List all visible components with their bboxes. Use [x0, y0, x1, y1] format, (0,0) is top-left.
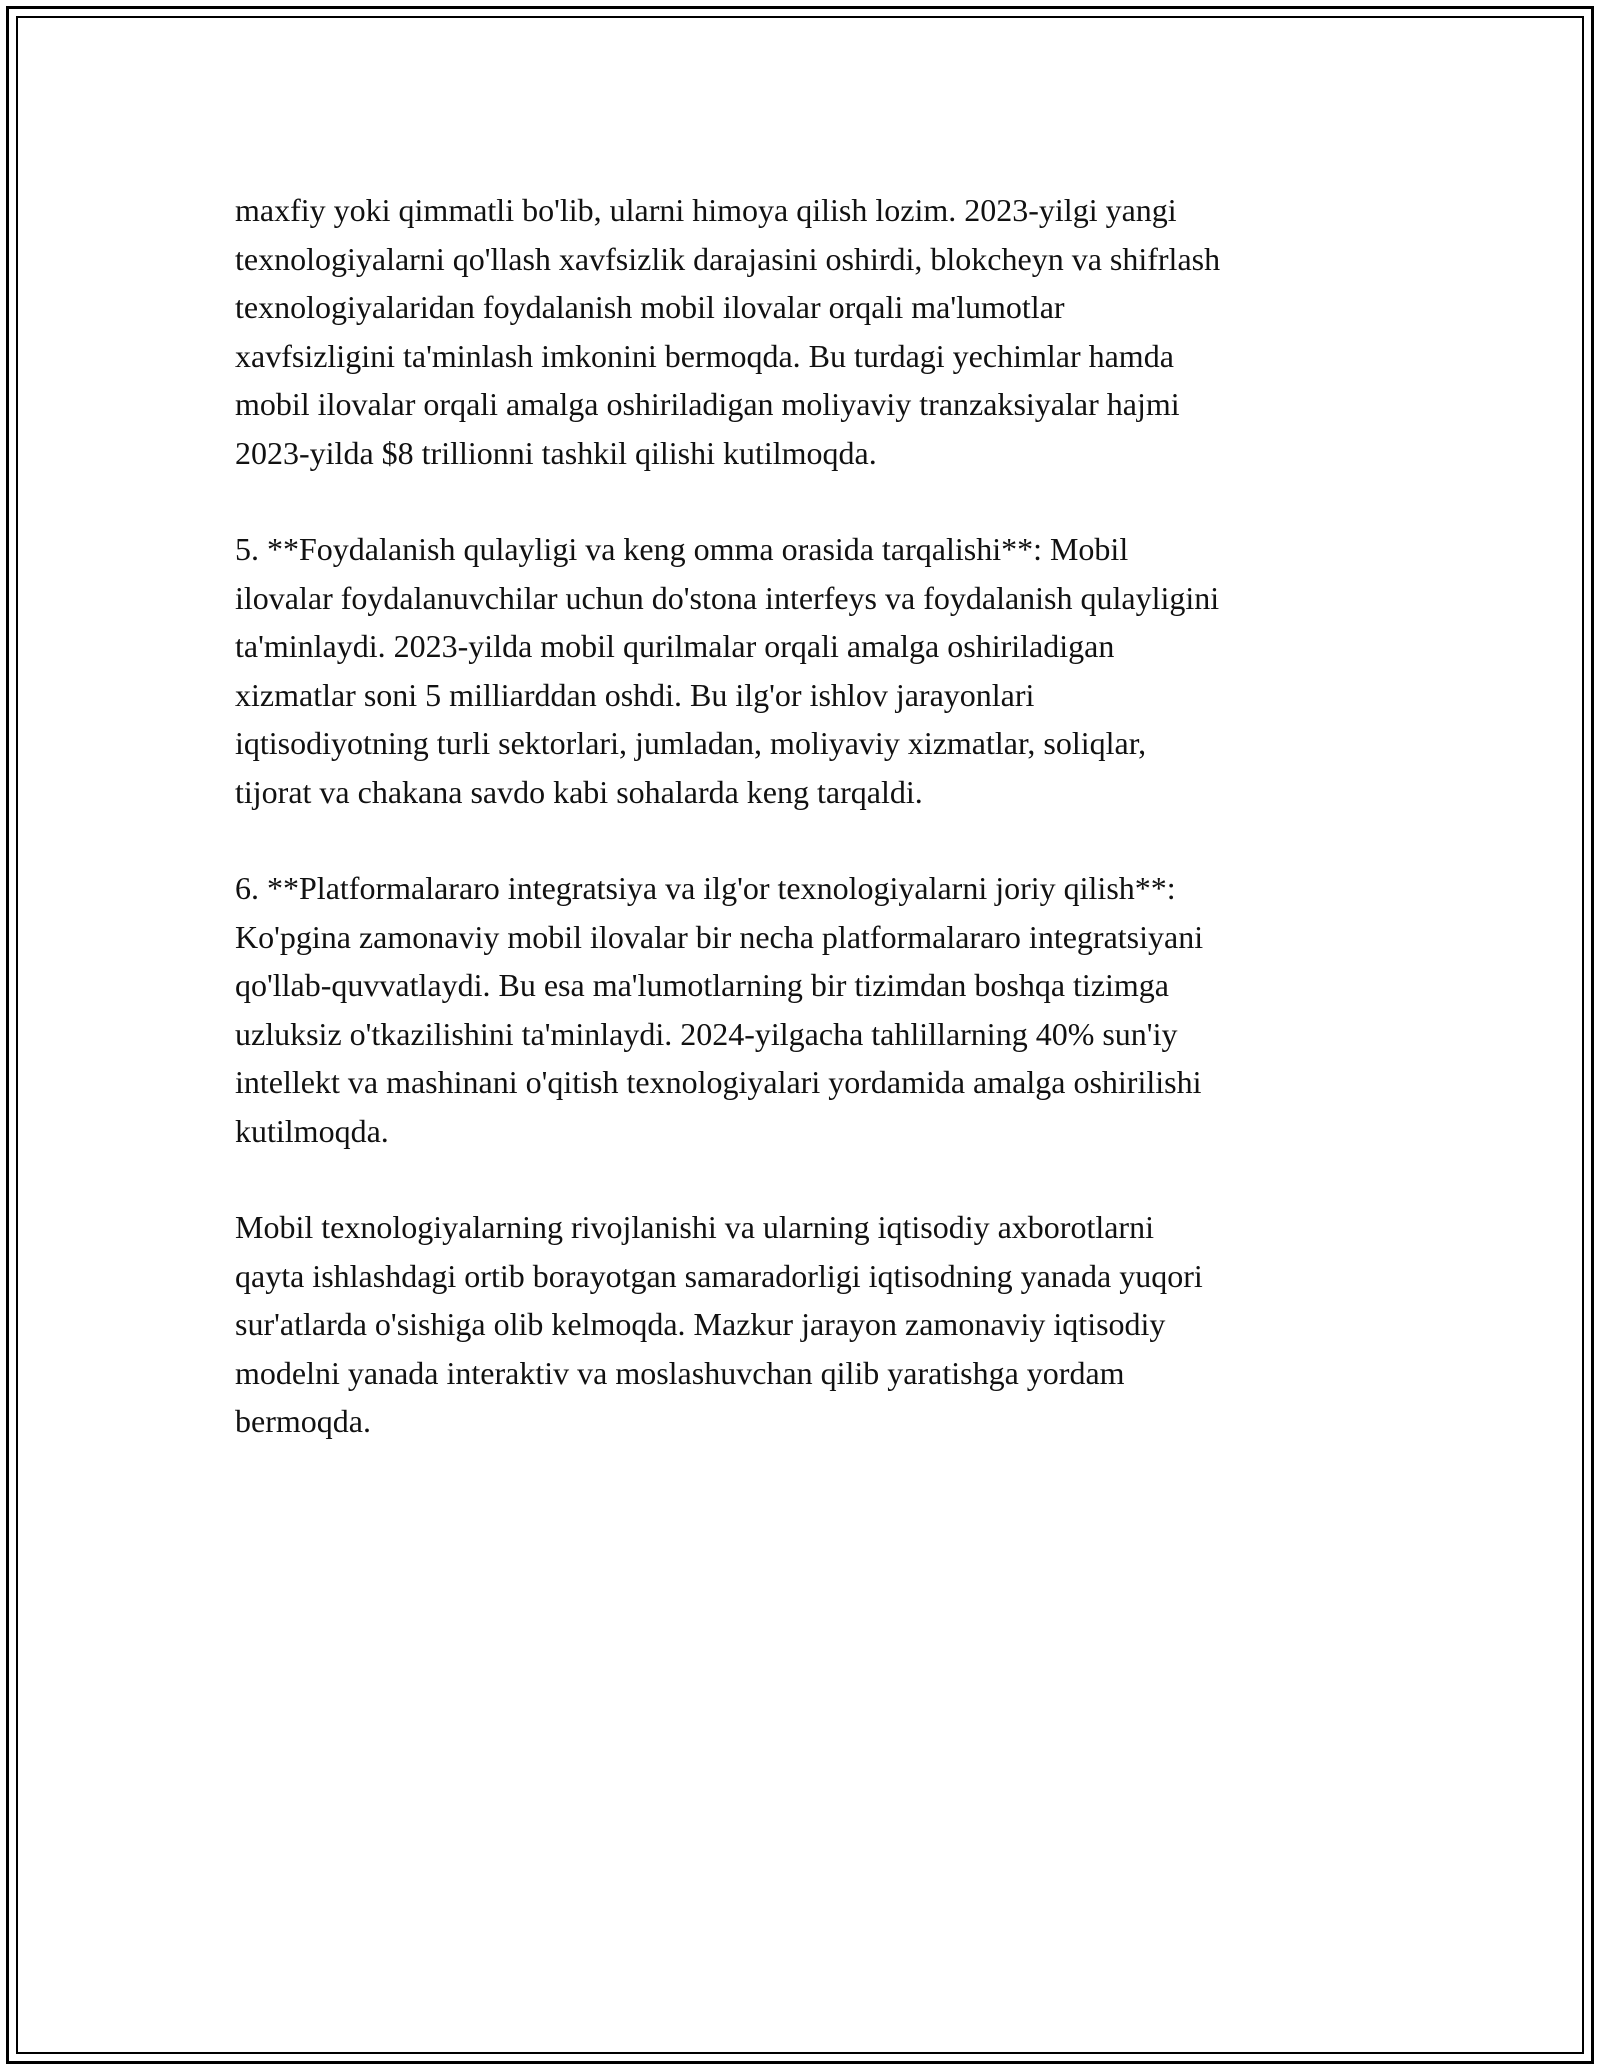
text-line: texnologiyalarni qo'llash xavfsizlik darajasini oshirdi, blokcheyn va shifrlash [235, 240, 1221, 277]
text-line: 5. **Foydalanish qulayligi va keng omma orasida tarqalishi**: Mobil [235, 531, 1129, 567]
text-line: maxfiy yoki qimmatli bo'lib, ularni himoya qilish lozim. 2023-yilgi yangi [235, 192, 1177, 228]
text-line: intellekt va mashinani o'qitish texnologiyalari yordamida amalga oshirilishi [235, 1064, 1202, 1100]
text-line: bermoqda. [235, 1403, 371, 1439]
text-line: Mobil texnologiyalarning rivojlanishi va ularning iqtisodiy axborotlarni [235, 1209, 1154, 1245]
paragraph-item-5 [235, 525, 1385, 816]
text-line: ta'minlaydi. 2023-yilda mobil qurilmalar orqali amalga oshiriladigan [235, 628, 1115, 664]
text-line: iqtisodiyotning turli sektorlari, jumladan, moliyaviy xizmatlar, soliqlar, [235, 725, 1147, 761]
text-line: sur'atlarda o'sishiga olib kelmoqda. Mazkur jarayon zamonaviy iqtisodiy [235, 1306, 1166, 1342]
paragraph-security [235, 186, 1385, 477]
paragraph-item-6 [235, 864, 1385, 1155]
text-line: kutilmoqda. [235, 1112, 389, 1149]
paragraph-conclusion [235, 1203, 1385, 1446]
text-line: Ko'pgina zamonaviy mobil ilovalar bir necha platformalararo integratsiyani [235, 918, 1204, 955]
text-line: 2023-yilda $8 trillionni tashkil qilishi kutilmoqda. [235, 434, 877, 471]
text-line: texnologiyalaridan foydalanish mobil ilovalar orqali ma'lumotlar [235, 289, 1065, 325]
text-line: 6. **Platformalararo integratsiya va ilg'or texnologiyalarni joriy qilish**: [235, 870, 1176, 906]
text-line: xavfsizligini ta'minlash imkonini bermoqda. Bu turdagi yechimlar hamda [235, 337, 1174, 374]
text-line: mobil ilovalar orqali amalga oshiriladigan moliyaviy tranzaksiyalar hajmi [235, 386, 1180, 422]
text-line: uzluksiz o'tkazilishini ta'minlaydi. 2024-yilgacha tahlillarning 40% sun'iy [235, 1015, 1178, 1052]
text-line: modelni yanada interaktiv va moslashuvchan qilib yaratishga yordam [235, 1354, 1125, 1391]
text-line: xizmatlar soni 5 milliarddan oshdi. Bu ilg'or ishlov jarayonlari [235, 676, 1035, 713]
text-line: ilovalar foydalanuvchilar uchun do'stona interfeys va foydalanish qulayligini [235, 579, 1220, 616]
text-line: qo'llab-quvvatlaydi. Bu esa ma'lumotlarning bir tizimdan boshqa tizimga [235, 967, 1169, 1003]
text-line: tijorat va chakana savdo kabi sohalarda keng tarqaldi. [235, 773, 923, 810]
text-line: qayta ishlashdagi ortib borayotgan samaradorligi iqtisodning yanada yuqori [235, 1257, 1203, 1294]
document-body [235, 186, 1385, 1494]
